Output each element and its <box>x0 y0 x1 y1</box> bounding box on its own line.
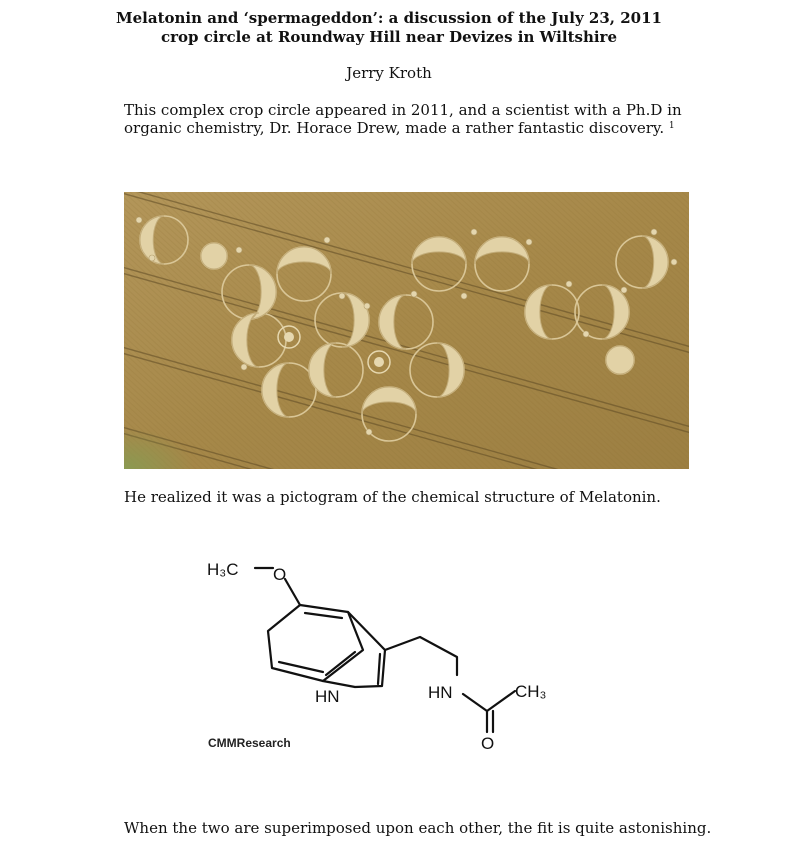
grass-patch <box>124 352 324 469</box>
label-oxygen-top: O <box>273 565 287 584</box>
melatonin-structure-diagram <box>195 545 595 759</box>
crop-dot <box>411 291 417 297</box>
superimpose-paragraph: When the two are superimposed upon each other, the fit is quite astonishing. <box>124 819 712 837</box>
label-amide-nh: HN <box>428 683 453 702</box>
crop-dot <box>364 303 370 309</box>
crop-dot <box>149 255 155 261</box>
crop-dot <box>621 287 627 293</box>
label-ch3: CH₃ <box>515 682 547 701</box>
crop-circle-photo <box>124 192 689 469</box>
crop-disc <box>606 346 634 374</box>
crop-dot <box>651 229 657 235</box>
label-h3c: H₃C <box>207 560 239 579</box>
crop-dot <box>366 429 372 435</box>
label-carbonyl-o: O <box>481 734 495 753</box>
crop-dot <box>324 237 330 243</box>
crop-dot <box>461 293 467 299</box>
crop-dot <box>136 217 142 223</box>
crop-dot <box>583 331 589 337</box>
crop-dot <box>566 281 572 287</box>
crop-dot <box>471 229 477 235</box>
crop-dot <box>339 293 345 299</box>
intro-paragraph <box>124 101 714 137</box>
author-name: Jerry Kroth <box>346 64 432 82</box>
crop-dot <box>526 239 532 245</box>
document-title: Melatonin and ‘spermageddon’: a discussion of the July 23, 2011 crop circle at Roundway Hill near Devizes in Wiltshire <box>116 9 662 46</box>
crop-dot <box>241 364 247 370</box>
intro-text: This complex crop circle appeared in 2011, and a scientist with a Ph.D in organic chemistry, Dr. Horace Drew, made a rather fantastic discovery. <box>124 101 682 137</box>
crop-target-center <box>374 357 384 367</box>
footnote-marker[interactable]: 1 <box>668 121 675 131</box>
crop-dot <box>236 247 242 253</box>
crop-target-center <box>284 332 294 342</box>
credit-label: CMMResearch <box>208 736 291 750</box>
pictogram-paragraph: He realized it was a pictogram of the chemical structure of Melatonin. <box>124 488 661 506</box>
label-indole-nh: HN <box>315 687 340 706</box>
crop-disc <box>201 243 227 269</box>
crop-dot <box>671 259 677 265</box>
